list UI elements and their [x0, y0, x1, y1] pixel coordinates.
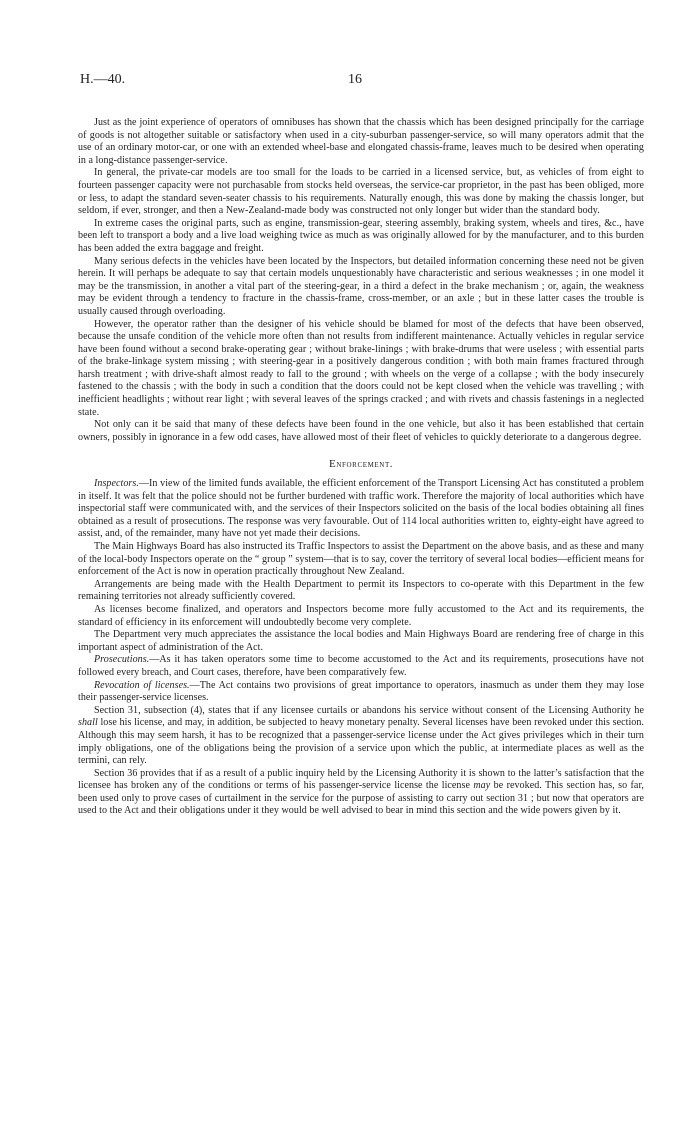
page-header [80, 72, 640, 92]
document-reference: H.—40. [80, 72, 126, 87]
run-in-heading: Revocation of licenses. [94, 679, 190, 691]
paragraph: The Department very much appreciates the assistance the local bodies and Main Highways Board are rendering free of charge in this important aspect of administration of the Act. [78, 629, 644, 653]
paragraph-text: —In view of the limited funds available, the efficient enforcement of the Transport Licensing Act has constituted a problem in itself. It was felt that the police should not be further burdened with traffic work. Therefore the majority of local authorities which have inspectorial staff were communicated with, and the services of their Inspectors solicited on the basis of the local bodies obtaining all fines obtained as a result of prosecutions. The response was very favourable. Out of 114 local authorities written to, eighty-eight have agreed to assist, and, of the remainder, many have not yet made their decisions. [78, 478, 644, 540]
paragraph-text: be revoked. This section has, so far, been used only to prove cases of curtailment in the service for the purpose of assisting to carry out section 31 ; but now that operators are used to the Act and their obligations under it they would be well advised to bear in mind this section and the wide powers given by it. [78, 780, 644, 817]
paragraph-text: —The Act contains two provisions of great importance to operators, inasmuch as under them they may lose their passenger-service licenses. [78, 679, 644, 704]
paragraph: Not only can it be said that many of these defects have been found in the one vehicle, but also it has been established that certain owners, possibly in ignorance in a few odd cases, have allowed most of their fleet of vehicles to quickly deteriorate to a dangerous degree. [78, 419, 644, 443]
paragraph-prosecutions [78, 654, 644, 679]
body-text [78, 117, 644, 818]
run-in-heading: Inspectors. [94, 478, 139, 490]
paragraph: The Main Highways Board has also instructed its Traffic Inspectors to assist the Department on the above basis, and as these and many of the local-body Inspectors operate on the “ group ” system—that is to say, cover the territory of several local bodies—efficient means for enforcement of the Act is now in operation practically throughout New Zealand. [78, 541, 644, 578]
paragraph: However, the operator rather than the designer of his vehicle should be blamed for most of the defects that have been observed, because the unsafe condition of the vehicle more often than not results from indifferent maintenance. Actually vehicles in regular service have been found without a second brake-operating gear ; without brake-linings ; with brake-drums that were useless ; with essential parts of the brake-linkage system missing ; with steering-gear in a positively dangerous condition ; with both main frames fractured through harsh treatment ; with drive-shaft almost ready to fall to the ground ; with wheels on the verge of a collapse ; with the body insecurely fastened to the chassis ; with the body in such a condition that the doors could not be kept closed when the vehicle was travelling ; with inefficient headlights ; without rear light ; with several leaves of the springs cracked ; and with rivets and chassis fastenings in a neglected state. [78, 318, 644, 418]
page-number: 16 [348, 72, 362, 87]
run-in-heading: Prosecutions. [94, 654, 150, 666]
paragraph-inspectors [78, 478, 644, 541]
paragraph: As licenses become finalized, and operators and Inspectors become more fully accustomed to the Act and its requirements, the standard of efficiency in its enforcement will undoubtedly become very complete. [78, 603, 644, 628]
paragraph-section-36 [78, 768, 644, 818]
paragraph-text: —As it has taken operators some time to become accustomed to the Act and its requirements, prosecutions have not followed every breach, and Court cases, therefore, have been comparatively few. [78, 654, 644, 678]
paragraph: Many serious defects in the vehicles have been located by the Inspectors, but detailed information concerning these need not be given herein. It will perhaps be adequate to say that certain models unquestionably have characteristic and serious weaknesses ; in one model it may be the transmission, in another a vital part of the steering-gear, in a third a defect in the brake mechanism ; or, again, the weakness may be evident through a tendency to fracture in the chassis-frame, cross-member, or an axle ; but in these latter cases the trouble is usually caused through overloading. [78, 255, 644, 317]
paragraph: Arrangements are being made with the Health Department to permit its Inspectors to co-operate with this Department in the few remaining territories not already sufficiently covered. [78, 578, 644, 603]
paragraph-revocation [78, 680, 644, 705]
paragraph-section-31 [78, 705, 644, 768]
paragraph: Just as the joint experience of operators of omnibuses has shown that the chassis which has been designed principally for the carriage of goods is not altogether suitable or satisfactory when used in a city-suburban passenger-service, so will many operators admit that the use of an ordinary motor-car, or one with an extended wheel-base and elongated chassis-frame, leaves much to be desired when operating in a long-distance passenger-service. [78, 117, 644, 166]
emphasized-word: shall [78, 717, 98, 729]
paragraph-text: Section 31, subsection (4), states that if any licensee curtails or abandons his service without consent of the Licensing Authority he [94, 704, 644, 716]
paragraph: In general, the private-car models are too small for the loads to be carried in a licensed service, but, as vehicles of from eight to fourteen passenger capacity were not purchasable from stocks held overseas, the service-car proprietor, in the past has been obliged, more or less, to adapt the standard seven-seater chassis to his requirements. Naturally enough, this was done by making the chassis longer, but seldom, if ever, stronger, and then a New-Zealand-made body was constructed not only longer but wider than the standard body. [78, 167, 644, 217]
paragraph-text: Section 36 provides that if as a result of a public inquiry held by the Licensing Authority it is shown to the latter’s satisfaction that the licensee has broken any of the conditions or terms of his passenger-service license the license [78, 767, 644, 792]
section-heading: Enforcement. [329, 458, 393, 471]
emphasized-word: may [473, 780, 491, 792]
paragraph: In extreme cases the original parts, such as engine, transmission-gear, steering assembly, braking system, wheels and tires, &c., have been left to transport a body and a live load weighing twice as much as was originally allowed for by the manufacturer, and to this burden has been added the extra baggage and freight. [78, 217, 644, 254]
paragraph-text: lose his license, and may, in addition, be subjected to heavy monetary penalty. Several licenses have been revoked under this section. Although this may seem harsh, it has to be recognized that a passenger-service license under the Act gives privileges which in their turn imply obligations, one of the obligations being the provision of a service upon which the public, at intermediate places as well as the termini, can rely. [78, 717, 644, 767]
